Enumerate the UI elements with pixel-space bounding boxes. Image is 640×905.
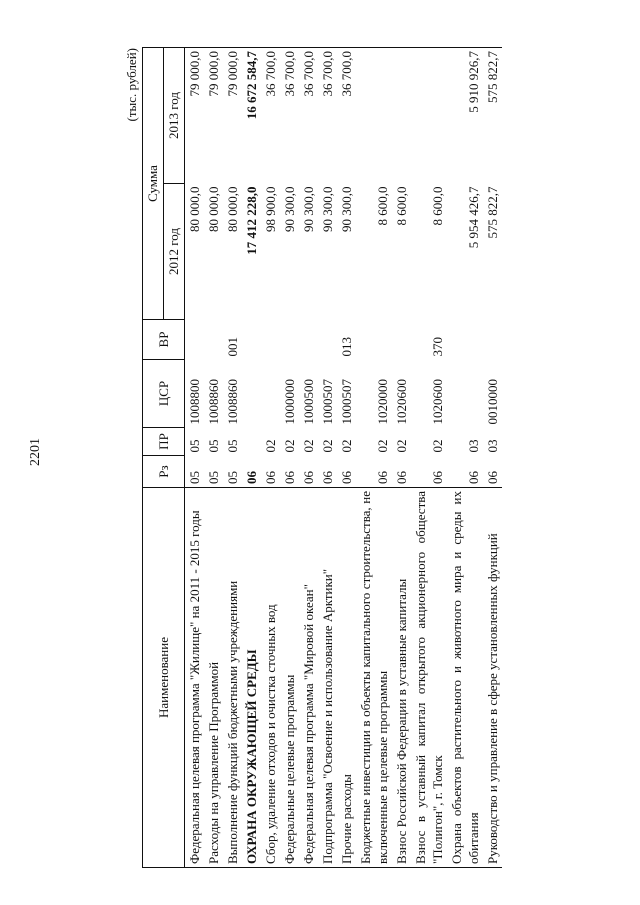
row-vr — [392, 320, 411, 360]
row-vr — [242, 320, 261, 360]
row-pr: 05 — [225, 439, 240, 453]
row-sum-2012: 98 900,0 — [263, 186, 278, 232]
budget-table — [142, 47, 502, 868]
row-rz: 06 — [263, 471, 278, 484]
table-row — [447, 48, 483, 868]
table-row — [299, 48, 318, 868]
header-rz: Рз — [143, 456, 185, 488]
row-sum-2013: 5 910 926,7 — [447, 48, 483, 184]
row-sum-2012: 80 000,0 — [225, 186, 240, 232]
table-row — [204, 48, 223, 868]
row-pr: 02 — [394, 439, 409, 453]
row-rz: 06 — [394, 471, 409, 484]
header-row — [143, 48, 164, 868]
table-row — [483, 48, 502, 868]
row-sum-2012: 8 600,0 — [375, 186, 390, 226]
row-rz: 05 — [206, 471, 221, 484]
row-rz: 06 — [375, 471, 390, 484]
row-sum-2012: 5 954 426,7 — [466, 186, 481, 249]
table-row — [280, 48, 299, 868]
row-csr — [242, 360, 261, 428]
row-pr — [242, 428, 261, 456]
row-csr: 1020000 — [375, 379, 390, 425]
row-csr: 1000507 — [320, 379, 335, 425]
row-rz: 06 — [485, 471, 500, 484]
row-vr — [299, 320, 318, 360]
row-name: Подпрограмма "Освоение и использование Арктики" — [318, 488, 337, 868]
row-sum-2012: 17 412 228,0 — [244, 186, 259, 255]
row-csr: 1000507 — [339, 379, 354, 425]
row-rz: 05 — [225, 471, 240, 484]
row-csr — [447, 360, 483, 428]
header-name: Наименование — [143, 488, 185, 868]
row-pr: 02 — [339, 439, 354, 453]
row-csr — [261, 360, 280, 428]
row-sum-2013 — [356, 48, 392, 184]
row-csr: 0010000 — [485, 379, 500, 425]
row-vr — [356, 320, 392, 360]
row-sum-2012: 90 300,0 — [320, 186, 335, 232]
row-pr: 05 — [187, 439, 202, 453]
header-vr: ВР — [143, 320, 185, 360]
row-sum-2013 — [392, 48, 411, 184]
table-row — [223, 48, 242, 868]
row-name: Бюджетные инвестиции в объекты капитального строительства, не включенные в целевые программы — [356, 488, 392, 868]
row-sum-2013: 36 700,0 — [337, 48, 356, 184]
table-row — [261, 48, 280, 868]
row-name: Взнос в уставный капитал открытого акционерного общества "Полигон", г. Томск — [411, 488, 447, 868]
row-rz: 06 — [320, 471, 335, 484]
row-sum-2012: 575 822,7 — [485, 186, 500, 239]
table-row — [318, 48, 337, 868]
row-name: Федеральная целевая программа "Мировой океан" — [299, 488, 318, 868]
row-pr: 02 — [263, 439, 278, 453]
row-name: Охрана объектов растительного и животного мира и среды их обитания — [447, 488, 483, 868]
row-csr: 1008860 — [225, 379, 240, 425]
row-pr: 05 — [206, 439, 221, 453]
row-rz: 06 — [339, 471, 354, 484]
header-csr: ЦСР — [143, 360, 185, 428]
row-csr: 1008860 — [206, 379, 221, 425]
row-vr: 370 — [430, 337, 445, 357]
row-sum-2012: 80 000,0 — [206, 186, 221, 232]
row-name: Сбор, удаление отходов и очистка сточных вод — [261, 488, 280, 868]
row-rz: 05 — [187, 471, 202, 484]
row-vr — [447, 320, 483, 360]
header-2012: 2012 год — [164, 184, 185, 320]
row-sum-2012: 90 300,0 — [282, 186, 297, 232]
row-sum-2012: 80 000,0 — [187, 186, 202, 232]
row-name: Руководство и управление в сфере установленных функций — [483, 488, 502, 868]
row-sum-2013 — [411, 48, 447, 184]
row-pr: 02 — [320, 439, 335, 453]
table-row — [185, 48, 205, 868]
row-vr — [261, 320, 280, 360]
row-pr: 02 — [375, 439, 390, 453]
row-sum-2013: 36 700,0 — [261, 48, 280, 184]
row-vr — [318, 320, 337, 360]
row-sum-2013: 16 672 584,7 — [242, 48, 261, 184]
row-sum-2013: 36 700,0 — [280, 48, 299, 184]
row-rz: 06 — [466, 471, 481, 484]
row-name: Федеральные целевые программы — [280, 488, 299, 868]
row-name: Выполнение функций бюджетными учреждениями — [223, 488, 242, 868]
row-name: ОХРАНА ОКРУЖАЮЩЕЙ СРЕДЫ — [242, 488, 261, 868]
units-note: (тыс. рублей) — [124, 48, 139, 122]
table-row — [411, 48, 447, 868]
row-sum-2013: 79 000,0 — [185, 48, 205, 184]
table-row — [356, 48, 392, 868]
row-pr: 02 — [430, 439, 445, 453]
row-name: Взнос Российской Федерации в уставные капиталы — [392, 488, 411, 868]
table-row — [337, 48, 356, 868]
row-csr: 1000500 — [301, 379, 316, 425]
row-pr: 02 — [301, 439, 316, 453]
header-2013: 2013 год — [164, 48, 185, 184]
row-rz: 06 — [301, 471, 316, 484]
row-sum-2013: 36 700,0 — [299, 48, 318, 184]
row-pr: 02 — [282, 439, 297, 453]
row-rz: 06 — [244, 471, 259, 484]
row-sum-2013: 36 700,0 — [318, 48, 337, 184]
row-pr: 03 — [466, 439, 481, 453]
row-sum-2012: 90 300,0 — [301, 186, 316, 232]
row-csr: 1020600 — [430, 379, 445, 425]
table-row — [392, 48, 411, 868]
row-name: Расходы на управление Программой — [204, 488, 223, 868]
table-body — [185, 48, 503, 868]
row-vr: 001 — [225, 337, 240, 357]
header-pr: ПР — [143, 428, 185, 456]
row-name: Прочие расходы — [337, 488, 356, 868]
row-vr — [483, 320, 502, 360]
row-csr: 1020600 — [394, 379, 409, 425]
row-vr — [280, 320, 299, 360]
row-vr: 013 — [339, 337, 354, 357]
row-pr: 03 — [485, 439, 500, 453]
table-row — [242, 48, 261, 868]
row-vr — [185, 320, 205, 360]
page-number: 2201 — [28, 438, 43, 466]
rotated-page-content — [124, 48, 549, 868]
row-sum-2012: 8 600,0 — [394, 186, 409, 226]
row-sum-2013: 79 000,0 — [204, 48, 223, 184]
row-sum-2013: 79 000,0 — [223, 48, 242, 184]
row-csr: 1008800 — [187, 379, 202, 425]
row-sum-2012: 90 300,0 — [339, 186, 354, 232]
row-sum-2013: 575 822,7 — [483, 48, 502, 184]
row-name: Федеральная целевая программа "Жилище" на 2011 - 2015 годы — [185, 488, 205, 868]
row-rz: 06 — [282, 471, 297, 484]
header-sum: Сумма — [143, 48, 164, 320]
row-csr: 1000000 — [282, 379, 297, 425]
row-sum-2012: 8 600,0 — [430, 186, 445, 226]
row-vr — [204, 320, 223, 360]
row-rz: 06 — [430, 471, 445, 484]
